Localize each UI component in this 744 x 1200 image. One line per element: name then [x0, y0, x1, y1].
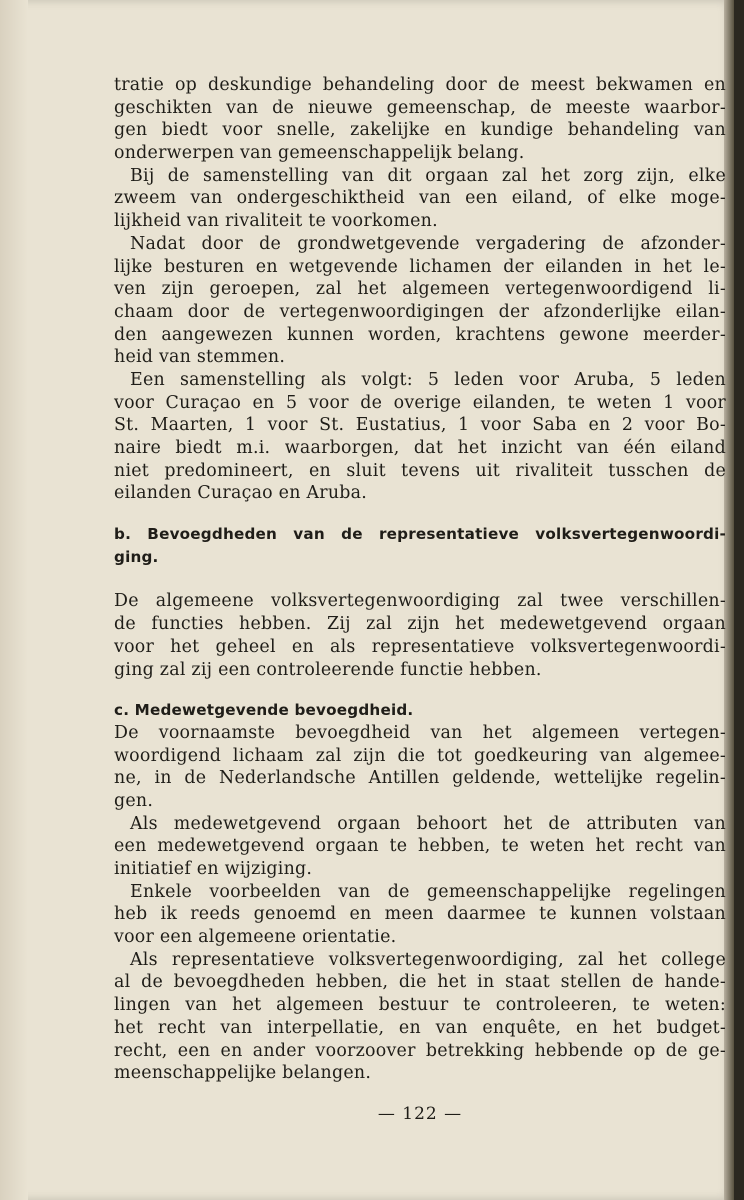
text-line: voor een algemeene orientatie. [114, 927, 397, 948]
text-line: lingen van het algemeen bestuur te controleeren, te weten: [114, 995, 726, 1016]
paragraph-3 [114, 233, 726, 369]
paragraph-2 [114, 165, 726, 233]
page-gutter [0, 0, 28, 1200]
text-line: de functies hebben. Zij zal zijn het medewetgevend orgaan [114, 614, 726, 635]
text-line: lijkheid van rivaliteit te voorkomen. [114, 211, 438, 232]
paragraph-9 [114, 949, 726, 1085]
text-line: ging zal zij een controleerende functie hebben. [114, 659, 542, 680]
heading-line: b. Bevoegdheden van de representatieve volksvertegenwoordi- [114, 525, 726, 544]
text-line: tratie op deskundige behandeling door de meest bekwamen en [114, 75, 726, 95]
text-line: Als representatieve volksvertegenwoordiging, zal het college [130, 949, 726, 970]
text-line: heb ik reeds genoemd en meen daarmee te kunnen volstaan [114, 904, 726, 925]
text-line: voor het geheel en als representatieve volksvertegenwoordi- [114, 636, 726, 657]
paragraph-8 [114, 881, 726, 949]
section-heading-c [114, 699, 726, 722]
text-line: woordigend lichaam zal zijn die tot goedkeuring van algemee- [114, 745, 726, 766]
text-line: voor Curaçao en 5 voor de overige eilanden, te weten 1 voor [114, 392, 726, 413]
text-line: den aangewezen kunnen worden, krachtens gewone meerder- [114, 324, 726, 345]
text-line: onderwerpen van gemeenschappelijk belang. [114, 143, 525, 164]
text-line: ne, in de Nederlandsche Antillen geldende, wettelijke regelin- [114, 768, 726, 789]
paragraph-1 [114, 74, 726, 165]
text-line: het recht van interpellatie, en van enquête, en het budget- [114, 1017, 726, 1038]
text-line: initiatief en wijziging. [114, 859, 313, 879]
text-line: al de bevoegdheden hebben, die het in staat stellen de hande- [114, 972, 726, 993]
heading-line: c. Medewetgevende bevoegdheid. [114, 701, 414, 720]
paragraph-6 [114, 722, 726, 813]
text-line: Als medewetgevend orgaan behoort het de attributen van [130, 813, 726, 834]
text-line: gen. [114, 790, 154, 811]
text-line: ven zijn geroepen, zal het algemeen vertegenwoordigend li- [114, 279, 726, 300]
text-line: geschikten van de nieuwe gemeenschap, de meeste waarbor- [114, 97, 726, 118]
paragraph-7 [114, 813, 726, 881]
paragraph-4 [114, 369, 726, 505]
text-line: chaam door de vertegenwoordigingen der afzonderlijke eilan- [114, 301, 726, 322]
text-line: Enkele voorbeelden van de gemeenschappelijke regelingen [130, 881, 726, 902]
text-line: lijke besturen en wetgevende lichamen der eilanden in het le- [114, 256, 726, 277]
text-line: meenschappelijke belangen. [114, 1063, 372, 1084]
text-line: Een samenstelling als volgt: 5 leden voor Aruba, 5 leden [130, 369, 726, 390]
text-line: Nadat door de grondwetgevende vergadering de afzonder- [130, 233, 726, 254]
text-line: eilanden Curaçao en Aruba. [114, 483, 368, 504]
text-line: zweem van ondergeschiktheid van een eiland, of elke moge- [114, 188, 726, 209]
body-text [114, 74, 726, 1085]
text-line: gen biedt voor snelle, zakelijke en kundige behandeling van [114, 120, 726, 141]
text-line: recht, een en ander voorzoover betrekking hebbende op de ge- [114, 1040, 726, 1061]
text-line: naire biedt m.i. waarborgen, dat het inzicht van één eiland [114, 438, 726, 458]
text-line: De algemeene volksvertegenwoordiging zal twee verschillen- [114, 591, 726, 612]
heading-line: ging. [114, 547, 159, 566]
text-line: De voornaamste bevoegdheid van het algemeen vertegen- [114, 722, 726, 743]
text-line: St. Maarten, 1 voor St. Eustatius, 1 voor Saba en 2 voor Bo- [114, 415, 726, 436]
text-line: niet predomineert, en sluit tevens uit rivaliteit tusschen de [114, 460, 726, 481]
page-number: — 122 — [377, 1104, 463, 1124]
section-heading-b [114, 523, 726, 568]
text-line: heid van stemmen. [114, 347, 286, 368]
text-line: een medewetgevend orgaan te hebben, te weten het recht van [114, 836, 726, 857]
paragraph-5 [114, 590, 726, 681]
text-line: Bij de samenstelling van dit orgaan zal het zorg zijn, elke [130, 165, 726, 186]
